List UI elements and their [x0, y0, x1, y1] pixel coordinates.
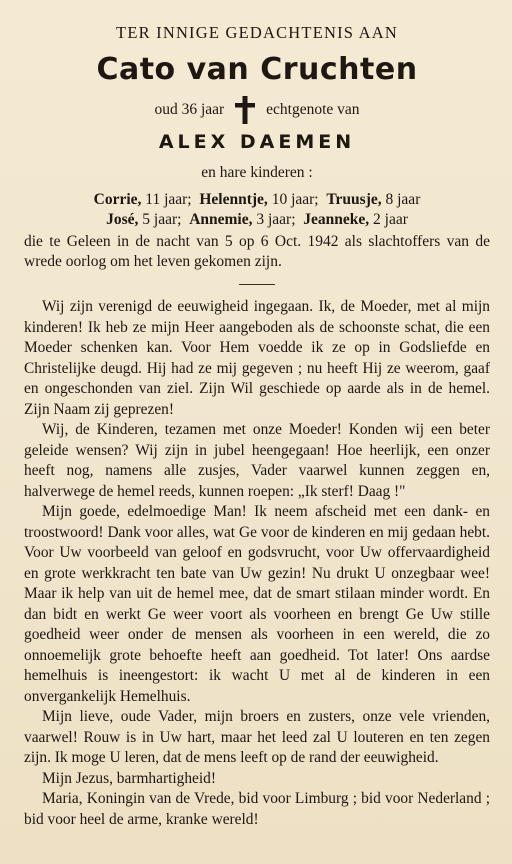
child-age: 5 jaar; [138, 211, 182, 228]
children-row [24, 210, 490, 230]
child-name: Annemie, [189, 211, 253, 228]
husband-name: ALEX DAEMEN [158, 131, 356, 153]
child-age: 3 jaar; [252, 211, 296, 228]
paragraph: Mijn goede, edelmoedige Man! Ik neem afscheid met een dank- en troostwoord! Dank voor alles, wat Ge voor de kinderen en mij gedaan hebt. Voor Uw voorbeeld van geloof en godsvrucht, voor Uw offervaardigheid en grote werkkracht ten bate van Uw gezin! Nu drukt U onzegbaar wee! Maar ik help van uit de hemel mee, dat de smart stilaan minder wordt. En dan bidt en werkt Ge weer voort als voorheen en brengt Ge Uw stille goedheid weer onder de mensen als voorheen in een wereld, die zo onnoemelijk grote behoefte heeft aan goedheid. Tot later! Ons aardse hemelhuis is ineengestort: ik wacht U met al de kinderen in een onvergankelijk Hemelhuis. [24, 503, 490, 705]
cross-icon [234, 96, 256, 124]
child-age: 2 jaar [369, 211, 408, 228]
child-name: Helenntje, [199, 191, 268, 208]
paragraph: Mijn lieve, oude Vader, mijn broers en zusters, onze vele vrienden, vaarwel! Rouw is in Uw hart, maar het leed zal U louteren en ten zegen zijn. Ik moge U leren, dat de mens leeft op de rand der eeuwigheid. [24, 708, 490, 766]
children-intro: en hare kinderen : [201, 164, 313, 181]
paragraph: Wij, de Kinderen, tezamen met onze Moeder! Konden wij een beter geleide wensen? Wij zijn in jubel heengegaan! Hoe heerlijk, een onzer heeft nog, namens alle zusjes, Vader vaarwel kunnen zeggen en, halverwege de hemel reeds, kunnen roepen: „Ik sterf! Daag !" [24, 421, 490, 500]
deceased-name: Cato van Cruchten [96, 52, 418, 87]
child-name: Jeanneke, [303, 211, 370, 228]
age-line [24, 96, 490, 124]
child-name: José, [106, 211, 139, 228]
child-age: 11 jaar; [141, 191, 192, 208]
children-list [24, 190, 490, 230]
child-age: 10 jaar; [267, 191, 319, 208]
child-age: 8 jaar [381, 191, 421, 208]
children-row [24, 190, 490, 210]
card-heading: TER INNIGE GEDACHTENIS AAN [116, 23, 398, 42]
spouse-intro: echtgenote van [266, 101, 360, 118]
age-text: oud 36 jaar [154, 101, 225, 118]
divider [239, 284, 275, 285]
child-name: Corrie, [93, 191, 142, 208]
memorial-text [24, 297, 490, 830]
paragraph: Maria, Koningin van de Vrede, bid voor Limburg ; bid voor Nederland ; bid voor heel de arme, kranke wereld! [24, 790, 490, 828]
paragraph: Mijn Jezus, barmhartigheid! [42, 769, 216, 787]
circumstance-text: die te Geleen in de nacht van 5 op 6 Oct. 1942 als slachtoffers van de wrede oorlog om het leven gekomen zijn. [24, 233, 490, 270]
child-name: Truusje, [326, 191, 382, 208]
paragraph: Wij zijn verenigd de eeuwigheid ingegaan. Ik, de Moeder, met al mijn kinderen! Ik heb ze mijn Heer aangeboden als de schoonste schat, die een Moeder schenken kan. Voor Hem voedde ik ze op in Godsliefde en Christelijke deugd. Hij had ze mij gegeven ; nu heeft Hij ze weerom, gaaf en ongeschonden van ziel. Zijn Wil geschiede op aarde als in de hemel. Zijn Naam zij geprezen! [24, 298, 490, 418]
